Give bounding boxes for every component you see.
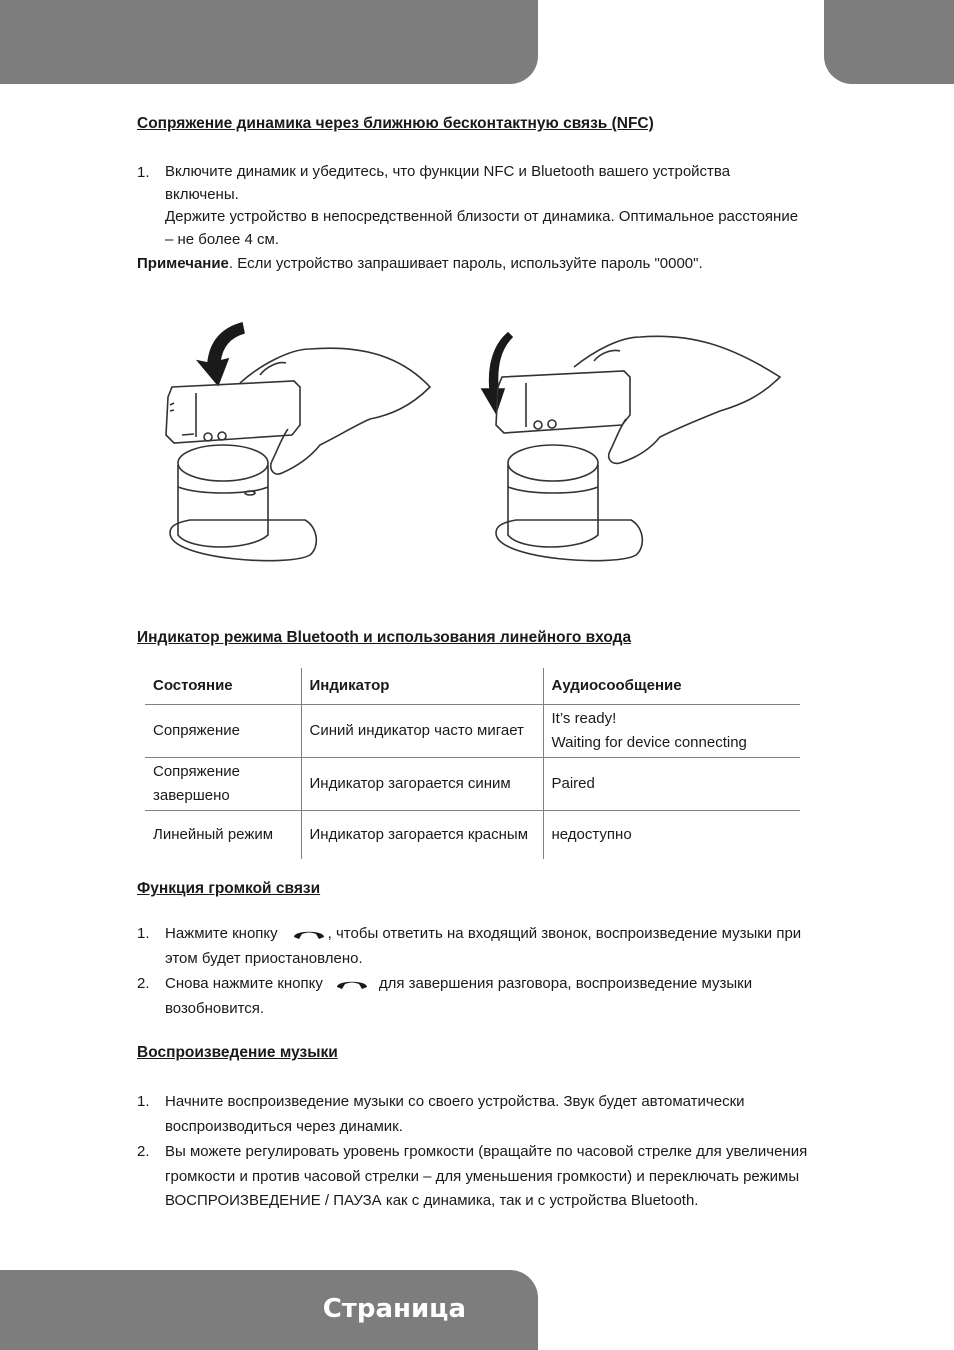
phone-device [166, 381, 300, 443]
step-text: Снова нажмите кнопку [165, 975, 323, 992]
table-row [145, 757, 800, 810]
speaker-body [508, 465, 598, 547]
audio-cell: Paired [543, 757, 800, 810]
audio-cell: недоступно [543, 810, 800, 859]
handsfree-heading: Функция громкой связи [137, 880, 321, 897]
music-step-2 [137, 1140, 827, 1214]
header-tab-left [0, 0, 538, 84]
handsfree-step-1 [137, 922, 827, 971]
speaker-top [178, 445, 268, 481]
indicator-heading: Индикатор режима Bluetooth и использования линейного входа [137, 629, 632, 646]
phone-handset-icon [335, 977, 369, 991]
nfc-step-1-line-1: Включите динамик и убедитесь, что функции NFC и Bluetooth вашего устройства включены. [165, 163, 731, 203]
illustration-right [482, 333, 780, 561]
speaker-body [178, 465, 268, 547]
note-label: Примечание [137, 255, 229, 272]
state-cell: Линейный режим [145, 810, 301, 859]
arrow-down-icon [198, 323, 244, 385]
nfc-step-1-line-2: Держите устройство в непосредственной близости от динамика. Оптимальное расстояние – не более 4 см. [165, 208, 799, 248]
led-cell: Индикатор загорается синим [301, 757, 543, 810]
led-cell: Синий индикатор часто мигает [301, 704, 543, 757]
music-heading: Воспроизведение музыки [137, 1044, 338, 1061]
step-text: для завершения разговора, воспроизведение музыки возобновится. [165, 975, 753, 1017]
speaker-base [170, 520, 316, 561]
table-header-row [145, 668, 800, 704]
note-text: . Если устройство запрашивает пароль, используйте пароль "0000". [228, 255, 703, 272]
audio-line: It’s ready! [551, 709, 617, 727]
nfc-illustration [160, 315, 825, 575]
illustration-left [166, 323, 430, 561]
handsfree-step-2 [137, 972, 827, 1021]
step-text: , чтобы ответить на входящий звонок, воспроизведение музыки при этом будет приостановлено. [165, 925, 802, 967]
column-header: Состояние [153, 677, 233, 695]
column-header: Индикатор [301, 668, 543, 704]
step-text: Вы можете регулировать уровень громкости (вращайте по часовой стрелке для увеличения громкости и против часовой стрелки – для уменьшения громкости) и переключать режимы ВОСПРОИЗВЕДЕНИЕ / ПАУЗА как с динамика, так и с устройства Bluetooth. [165, 1143, 808, 1209]
list-number: 1. [137, 925, 150, 942]
column-header: Аудиосообщение [543, 668, 800, 704]
nfc-note [137, 252, 827, 275]
step-text: Начните воспроизведение музыки со своего устройства. Звук будет автоматически воспроизводиться через динамик. [165, 1093, 745, 1135]
nfc-step-1 [137, 161, 827, 251]
indicator-table [145, 668, 800, 859]
phone-handset-icon [292, 927, 326, 941]
audio-cell [543, 704, 800, 757]
led-cell: Индикатор загорается красным [301, 810, 543, 859]
speaker-base [496, 520, 642, 561]
state-cell: Сопряжение завершено [145, 757, 301, 810]
list-number: 2. [137, 1143, 150, 1160]
footer-page-label: Страница [322, 1294, 466, 1324]
footer-tab [0, 1270, 538, 1350]
step-text: Нажмите кнопку [165, 925, 278, 942]
table-row [145, 810, 800, 859]
audio-line: Waiting for device connecting [551, 733, 747, 751]
header-tab-right [824, 0, 954, 84]
table-row [145, 704, 800, 757]
list-number: 1. [137, 164, 150, 181]
music-step-1 [137, 1090, 827, 1139]
state-cell: Сопряжение [145, 704, 301, 757]
phone-device [496, 371, 630, 433]
speaker-top [508, 445, 598, 481]
list-number: 2. [137, 975, 150, 992]
hand [574, 336, 780, 463]
nfc-heading: Сопряжение динамика через ближнюю бесконтактную связь (NFC) [137, 115, 654, 132]
list-number: 1. [137, 1093, 150, 1110]
